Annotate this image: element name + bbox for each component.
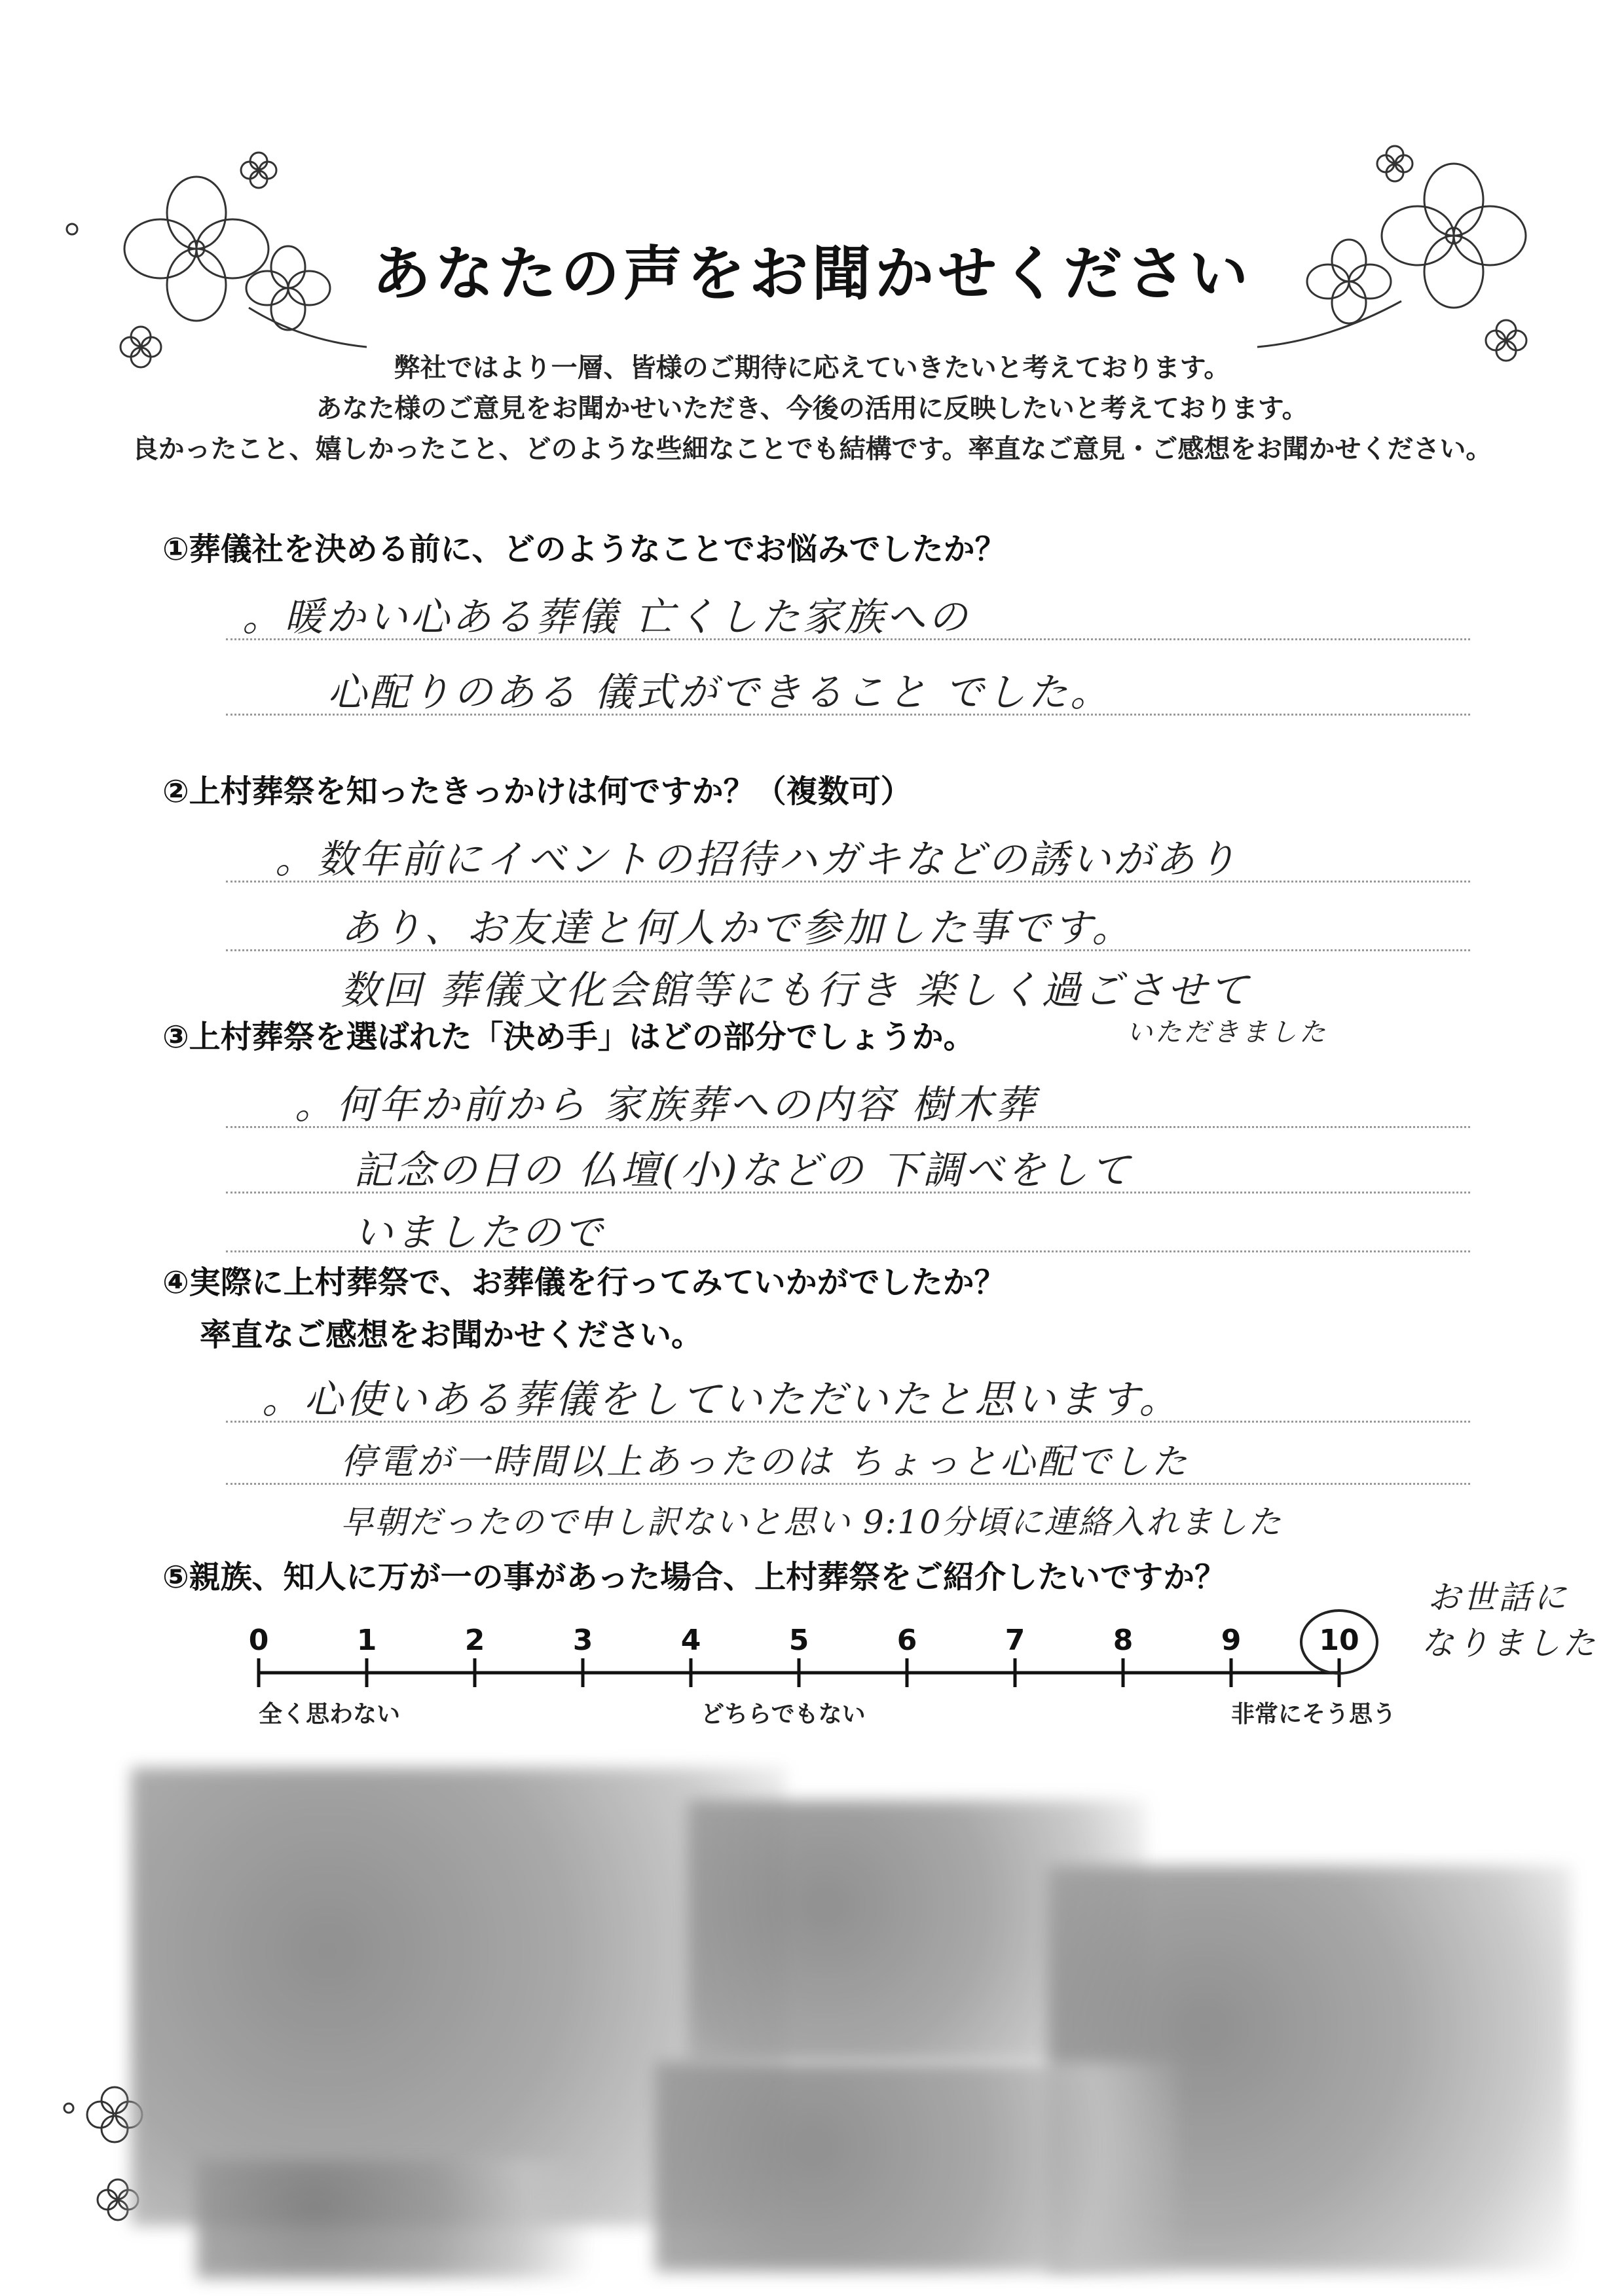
- question-4-answer-line-2[interactable]: 停電が一時間以上あったのは ちょっと心配でした: [341, 1441, 1190, 1482]
- question-1-answer-line-2[interactable]: 心配りのある 儀式ができること でした。: [327, 670, 1113, 716]
- question-2-answer-line-3[interactable]: 数回 葬儀文化会館等にも行き 楽しく過ごさせて: [341, 968, 1251, 1013]
- scale-mid-label: どちらでもない: [701, 1701, 866, 1728]
- scale-tick-label[interactable]: 10: [1319, 1624, 1359, 1657]
- intro-line-3: 良かったこと、嬉しかったこと、どのような些細なことでも結構です。率直なご意見・ご感想をお聞かせください。: [132, 434, 1492, 464]
- scale-tick-label[interactable]: 5: [788, 1624, 809, 1657]
- scale-tick-label[interactable]: 2: [464, 1624, 485, 1657]
- question-1-answer-line-1[interactable]: 。暖かい心ある葬儀 亡くした家族への: [242, 594, 970, 640]
- question-3-answer-line-1[interactable]: 。何年か前から 家族葬への内容 樹木葬: [295, 1082, 1038, 1128]
- question-2-answer-line-1[interactable]: 。数年前にイベントの招待ハガキなどの誘いがあり: [275, 837, 1239, 883]
- scale-tick-label[interactable]: 4: [680, 1624, 701, 1657]
- question-4-answer-line-1[interactable]: 。心使いある葬儀をしていただいたと思います。: [262, 1377, 1181, 1423]
- question-3-answer-line-3[interactable]: いましたので: [354, 1210, 605, 1256]
- question-4-answer-line-3[interactable]: 早朝だったので申し訳ないと思い 9:10分頃に連絡入れました: [341, 1503, 1283, 1541]
- page-title: あなたの声をお聞かせください: [372, 240, 1252, 308]
- question-2-answer-line-2[interactable]: あり、お友達と何人かで参加した事です。: [341, 905, 1134, 951]
- question-3-label: ③上村葬祭を選ばれた「決め手」はどの部分でしょうか。: [162, 1019, 975, 1055]
- redacted-area: [655, 2062, 1179, 2272]
- intro-line-1: 弊社ではより一層、皆様のご期待に応えていきたいと考えております。: [394, 353, 1230, 383]
- question-4-label: ④実際に上村葬祭で、お葬儀を行ってみていかがでしたか？: [162, 1264, 1006, 1301]
- question-2-answer-note[interactable]: いただきました: [1126, 1017, 1328, 1048]
- scale-tick-label[interactable]: 7: [1005, 1624, 1025, 1657]
- question-5-note-line-1[interactable]: お世話に: [1428, 1578, 1569, 1616]
- scale-tick-label[interactable]: 3: [572, 1624, 593, 1657]
- scale-high-label: 非常にそう思う: [1231, 1701, 1397, 1728]
- question-3-answer-line-2[interactable]: 記念の日の 仏壇(小)などの 下調べをして: [354, 1148, 1132, 1194]
- scale-low-label: 全く思わない: [259, 1701, 401, 1728]
- scale-tick-label[interactable]: 1: [356, 1624, 377, 1657]
- question-5-label: ⑤親族、知人に万が一の事があった場合、上村葬祭をご紹介したいですか？: [162, 1559, 1227, 1595]
- redacted-area: [196, 2160, 589, 2278]
- scale-tick-label[interactable]: 9: [1221, 1624, 1242, 1657]
- question-1-label: ①葬儀社を決める前に、どのようなことでお悩みでしたか？: [162, 531, 1006, 568]
- intro-line-2: あなた様のご意見をお聞かせいただき、今後の活用に反映したいと考えております。: [316, 393, 1308, 424]
- question-5-note-line-2[interactable]: なりました: [1421, 1624, 1598, 1662]
- scale-tick-label[interactable]: 0: [248, 1624, 269, 1657]
- scale-tick-label[interactable]: 8: [1113, 1624, 1134, 1657]
- question-4-sublabel: 率直なご感想をお聞かせください。: [200, 1317, 703, 1353]
- scale-tick-label[interactable]: 6: [896, 1624, 917, 1657]
- question-2-label: ②上村葬祭を知ったきっかけは何ですか？（複数可）: [162, 773, 912, 810]
